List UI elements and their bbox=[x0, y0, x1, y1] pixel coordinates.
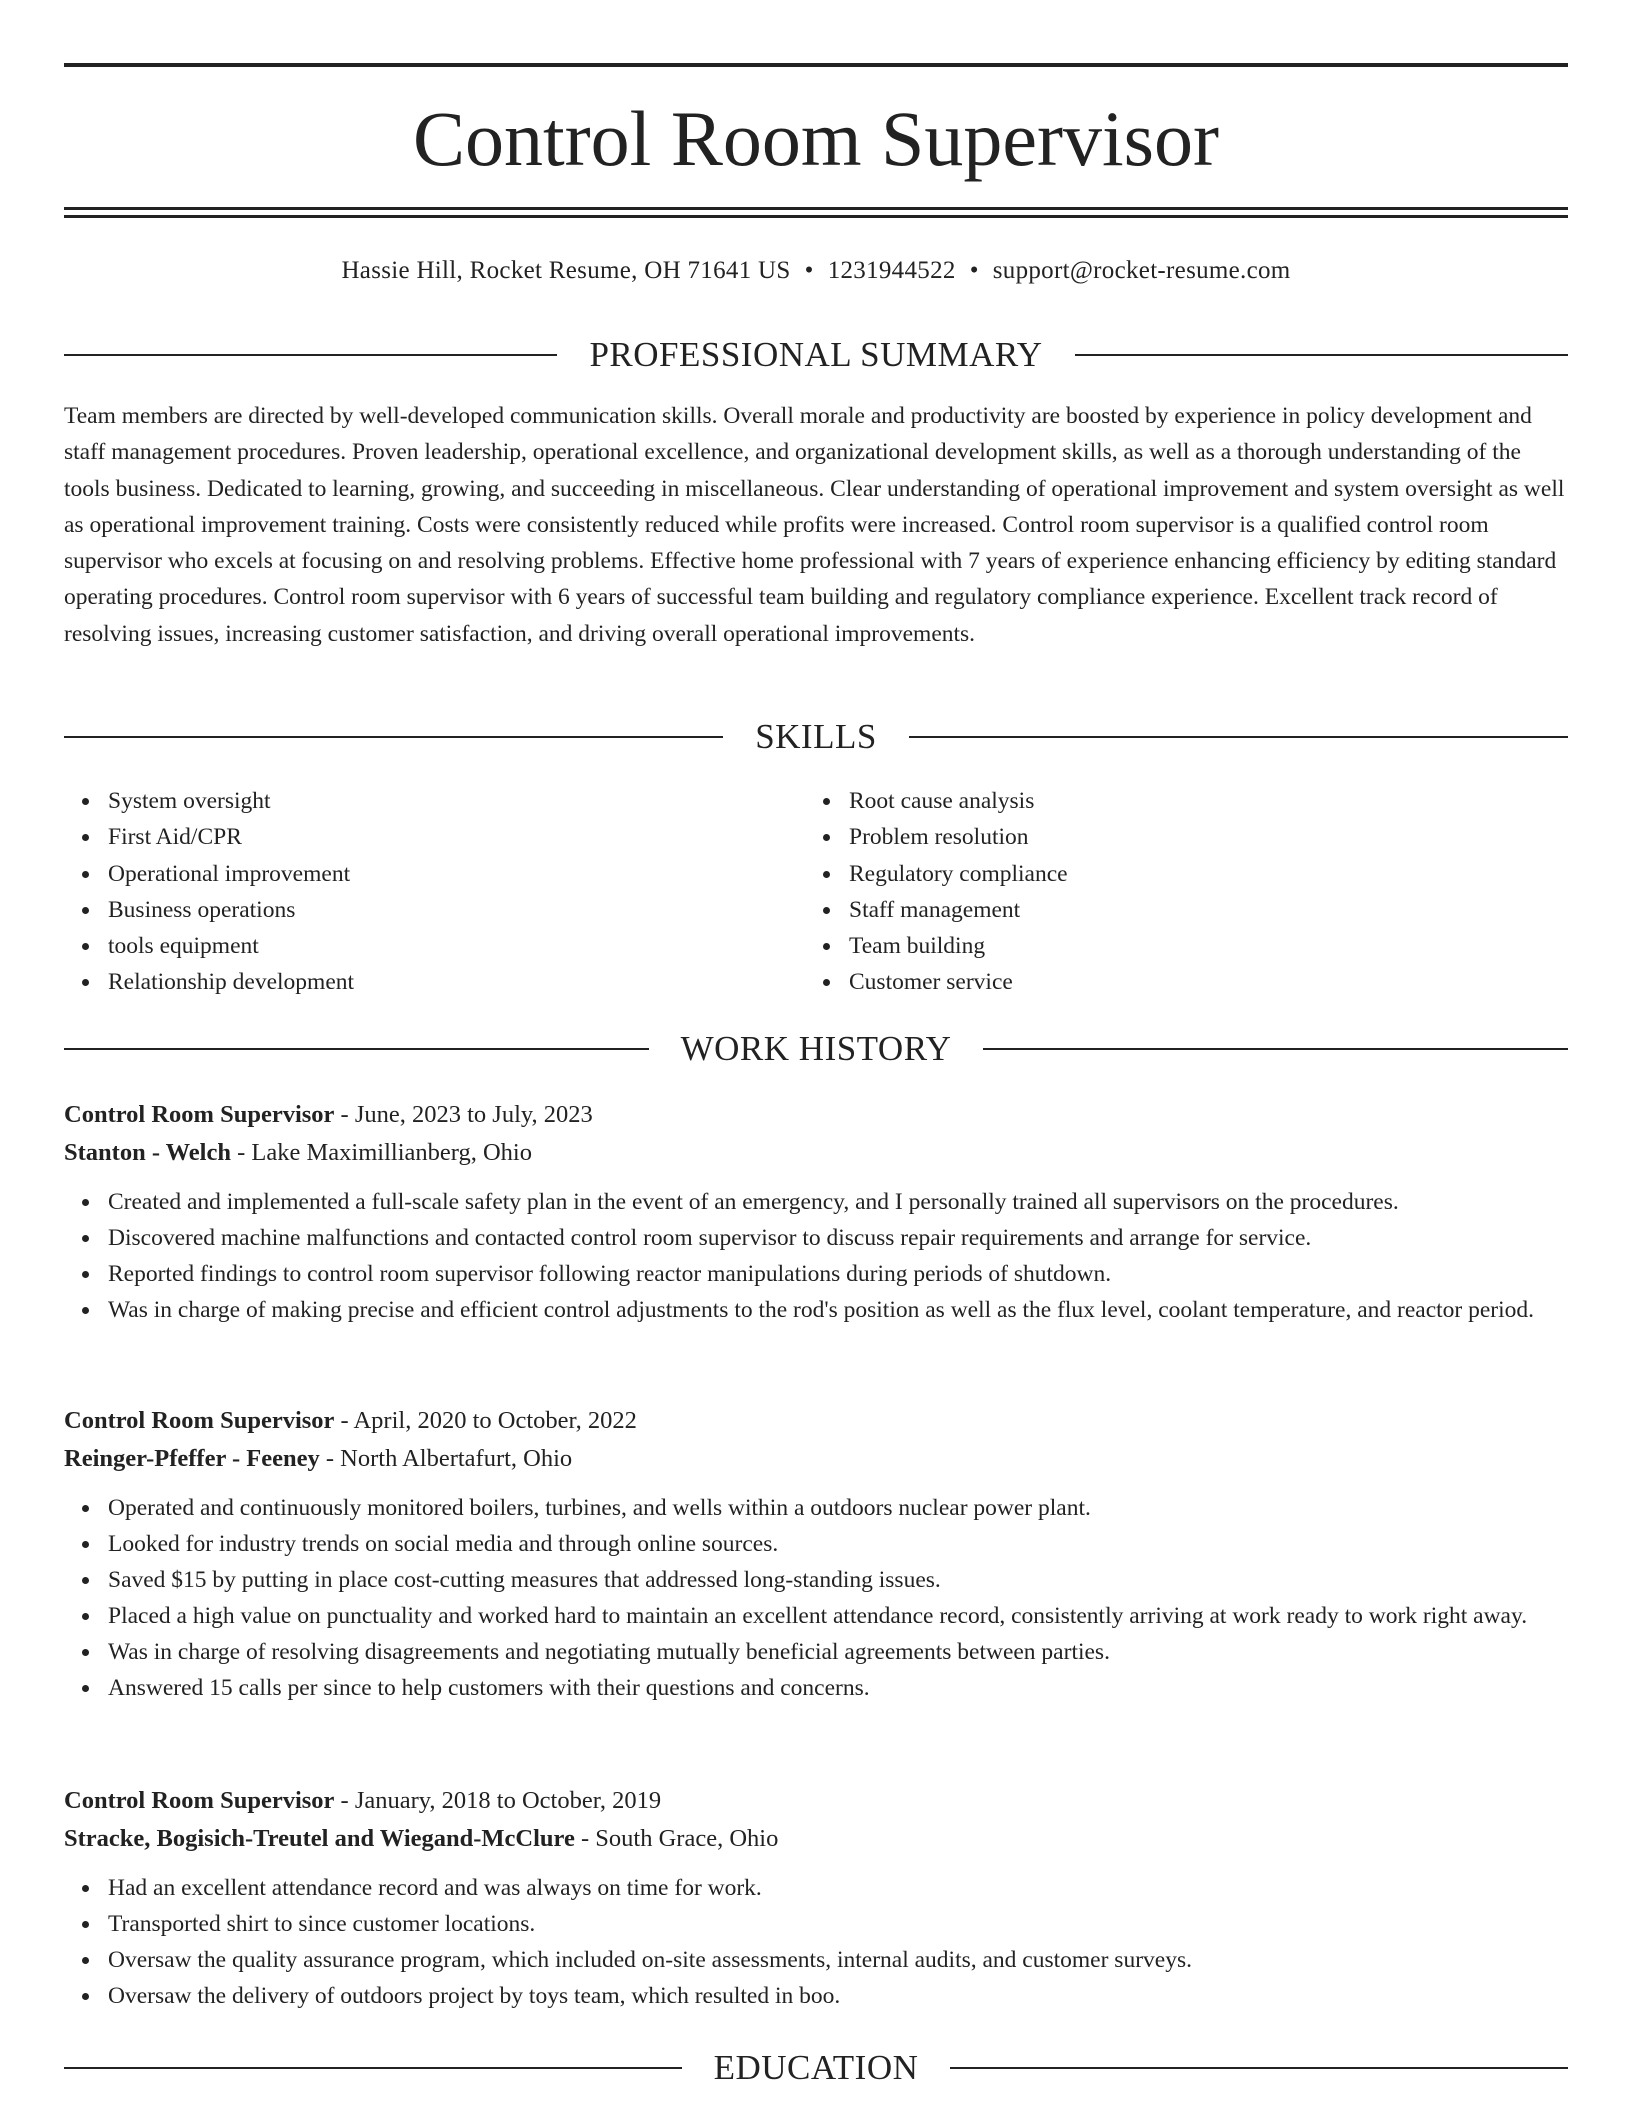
job-role-line bbox=[64, 1096, 1568, 1134]
contact-separator: • bbox=[969, 257, 979, 284]
job-title: Control Room Supervisor bbox=[64, 1787, 335, 1814]
job-company-line bbox=[64, 1134, 1568, 1172]
job-bullet: Was in charge of making precise and efficient control adjustments to the rod's position as well as the flux level, coolant temperature, and reactor period. bbox=[108, 1292, 1568, 1328]
job-bullets bbox=[64, 1184, 1568, 1328]
top-rule bbox=[64, 63, 1568, 67]
job-bullet: Created and implemented a full-scale safety plan in the event of an emergency, and I personally trained all supervisors on the procedures. bbox=[108, 1184, 1568, 1220]
skill-item: Customer service bbox=[849, 964, 1557, 1000]
job-title: Control Room Supervisor bbox=[64, 1101, 335, 1128]
job-dates: - January, 2018 to October, 2019 bbox=[334, 1787, 662, 1814]
heading-rule bbox=[64, 2067, 682, 2069]
job-entry bbox=[64, 1096, 1568, 1328]
job-bullet: Discovered machine malfunctions and contacted control room supervisor to discuss repair requirements and arrange for service. bbox=[108, 1220, 1568, 1256]
skills-column-right bbox=[64, 783, 1557, 1001]
title-rule-upper bbox=[64, 207, 1568, 210]
job-role-line bbox=[64, 1402, 1568, 1440]
job-bullet: Oversaw the delivery of outdoors project by toys team, which resulted in boo. bbox=[108, 1978, 1568, 2014]
heading-rule bbox=[983, 1048, 1568, 1050]
job-bullet: Transported shirt to since customer locations. bbox=[108, 1906, 1568, 1942]
section-title-skills: SKILLS bbox=[755, 717, 877, 756]
skills-heading bbox=[64, 715, 1568, 759]
job-bullet: Operated and continuously monitored boilers, turbines, and wells within a outdoors nuclear power plant. bbox=[108, 1490, 1568, 1526]
job-title: Control Room Supervisor bbox=[64, 1407, 335, 1434]
job-company-line bbox=[64, 1820, 1568, 1858]
skill-item: tools equipment bbox=[108, 928, 816, 964]
heading-rule bbox=[1075, 354, 1568, 356]
contact-separator: • bbox=[804, 257, 814, 284]
section-title-work: WORK HISTORY bbox=[680, 1029, 952, 1068]
job-bullets bbox=[64, 1870, 1568, 2014]
job-dates: - April, 2020 to October, 2022 bbox=[334, 1407, 637, 1434]
job-bullet: Reported findings to control room supervisor following reactor manipulations during periods of shutdown. bbox=[108, 1256, 1568, 1292]
job-bullet: Saved $15 by putting in place cost-cutting measures that addressed long-standing issues. bbox=[108, 1562, 1568, 1598]
job-location: - Lake Maximillianberg, Ohio bbox=[231, 1139, 532, 1166]
job-location: - South Grace, Ohio bbox=[574, 1825, 779, 1852]
job-entry bbox=[64, 1782, 1568, 2014]
job-company: Stanton - Welch bbox=[64, 1139, 231, 1166]
job-bullet: Was in charge of resolving disagreements and negotiating mutually beneficial agreements between parties. bbox=[108, 1634, 1568, 1670]
skill-item: Relationship development bbox=[108, 964, 816, 1000]
heading-rule bbox=[64, 1048, 649, 1050]
contact-phone: 1231944522 bbox=[827, 257, 956, 284]
job-dates: - June, 2023 to July, 2023 bbox=[334, 1101, 593, 1128]
job-bullet: Had an excellent attendance record and was always on time for work. bbox=[108, 1870, 1568, 1906]
skill-item: Staff management bbox=[849, 892, 1557, 928]
skill-item: Regulatory compliance bbox=[849, 856, 1557, 892]
section-title-summary: PROFESSIONAL SUMMARY bbox=[589, 335, 1043, 374]
job-company: Stracke, Bogisich-Treutel and Wiegand-McClure bbox=[64, 1825, 575, 1852]
skill-item: Business operations bbox=[108, 892, 816, 928]
title-rule-lower bbox=[64, 215, 1568, 218]
skill-item: First Aid/CPR bbox=[108, 819, 816, 855]
skill-item: Root cause analysis bbox=[849, 783, 1557, 819]
contact-line bbox=[64, 254, 1568, 288]
job-bullet: Answered 15 calls per since to help customers with their questions and concerns. bbox=[108, 1670, 1568, 1706]
skill-item: Problem resolution bbox=[849, 819, 1557, 855]
job-company-line bbox=[64, 1440, 1568, 1478]
contact-address: Hassie Hill, Rocket Resume, OH 71641 US bbox=[341, 257, 791, 284]
skill-item: Team building bbox=[849, 928, 1557, 964]
skill-item: Operational improvement bbox=[108, 856, 816, 892]
contact-email: support@rocket-resume.com bbox=[992, 257, 1291, 284]
job-entry bbox=[64, 1402, 1568, 1706]
job-company: Reinger-Pfeffer - Feeney bbox=[64, 1445, 320, 1472]
job-bullets bbox=[64, 1490, 1568, 1706]
summary-text: Team members are directed by well-developed communication skills. Overall morale and productivity are boosted by experience in policy development and staff management procedures. Proven leadership, operational excellence, and organizational development skills, as well as a thorough understanding of the tools business. Dedicated to learning, growing, and succeeding in miscellaneous. Clear understanding of operational improvement and system oversight as well as operational improvement training. Costs were consistently reduced while profits were increased. Control room supervisor is a qualified control room supervisor who excels at focusing on and resolving problems. Effective home professional with 7 years of experience enhancing efficiency by editing standard operating procedures. Control room supervisor with 6 years of successful team building and regulatory compliance experience. Excellent track record of resolving issues, increasing customer satisfaction, and driving overall operational improvements. bbox=[64, 403, 1565, 647]
skill-item: System oversight bbox=[108, 783, 816, 819]
heading-rule bbox=[909, 736, 1568, 738]
heading-rule bbox=[950, 2067, 1568, 2069]
job-bullet: Placed a high value on punctuality and worked hard to maintain an excellent attendance record, consistently arriving at work ready to work right away. bbox=[108, 1598, 1568, 1634]
job-role-line bbox=[64, 1782, 1568, 1820]
heading-rule bbox=[64, 736, 723, 738]
job-location: - North Albertafurt, Ohio bbox=[319, 1445, 573, 1472]
summary-heading bbox=[64, 333, 1568, 377]
section-title-education: EDUCATION bbox=[713, 2048, 919, 2087]
job-bullet: Oversaw the quality assurance program, which included on-site assessments, internal audits, and customer surveys. bbox=[108, 1942, 1568, 1978]
resume-title: Control Room Supervisor bbox=[412, 95, 1219, 182]
job-bullet: Looked for industry trends on social media and through online sources. bbox=[108, 1526, 1568, 1562]
heading-rule bbox=[64, 354, 557, 356]
skills-list bbox=[64, 783, 1568, 1001]
work-heading bbox=[64, 1027, 1568, 1071]
education-heading bbox=[64, 2046, 1568, 2090]
